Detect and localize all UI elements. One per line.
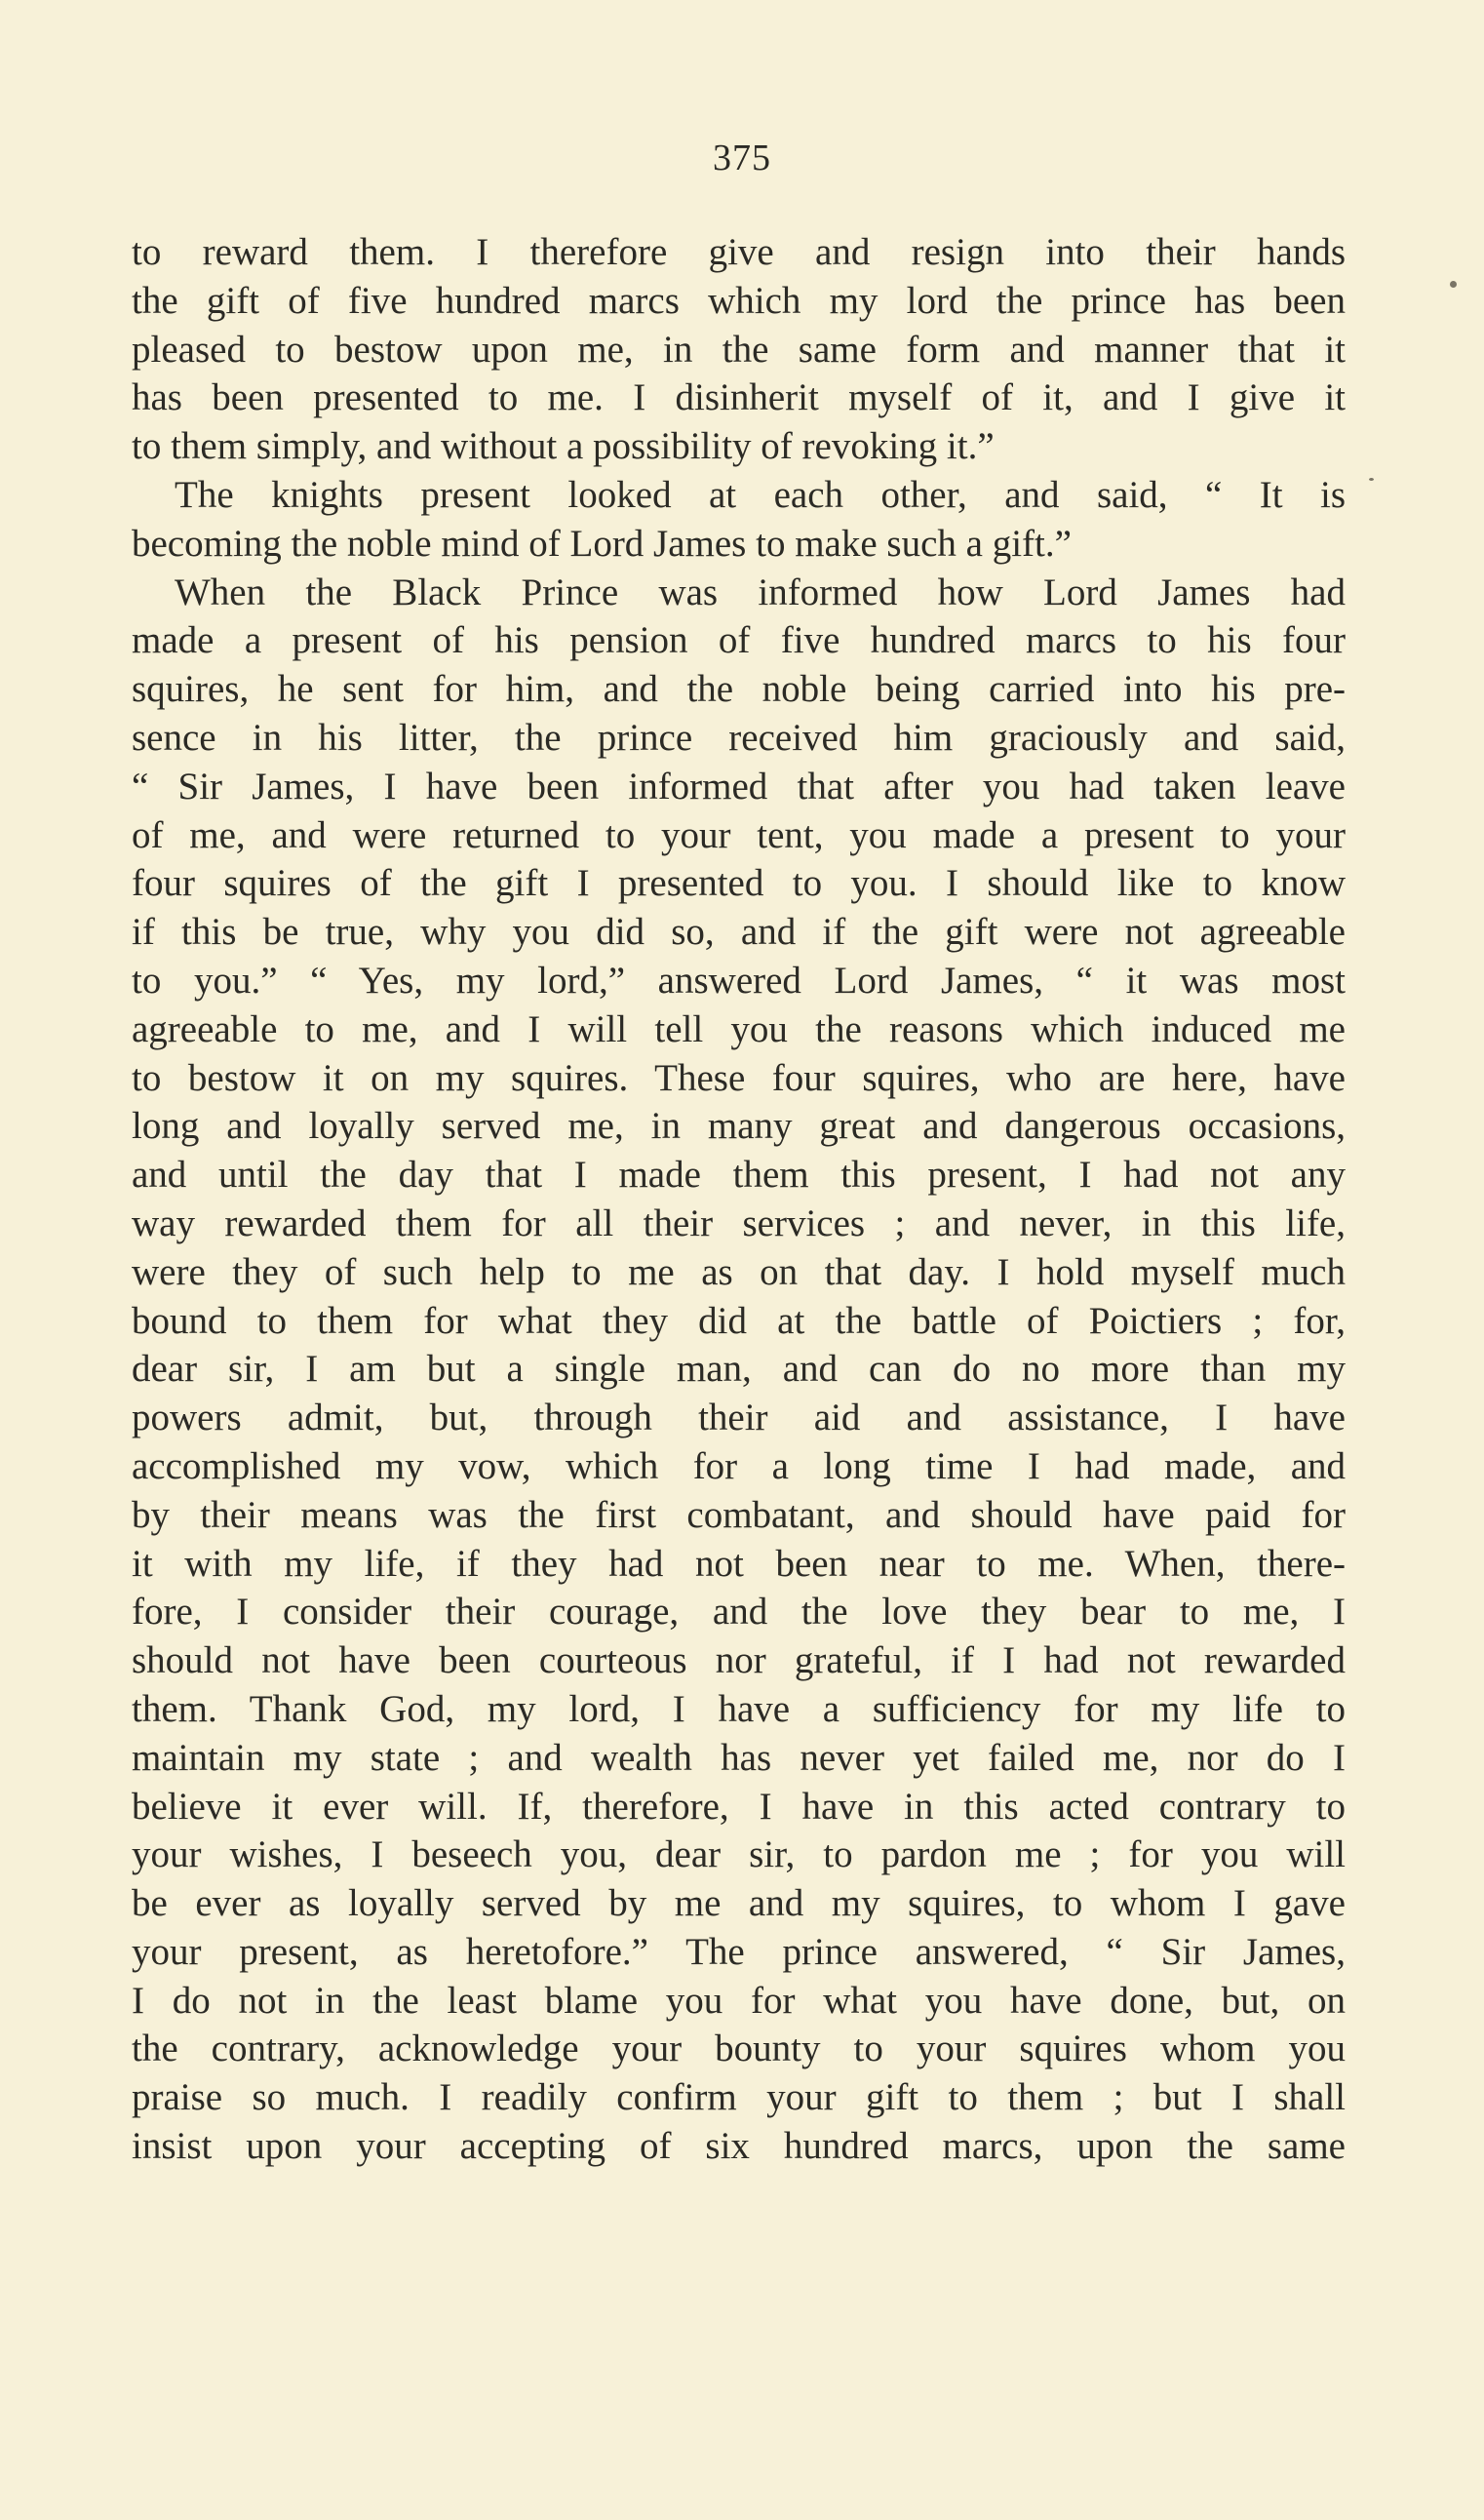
text-line: dear sir, I am but a single man, and can do no more than my [132,1348,1346,1391]
text-line: be ever as loyally served by me and my squires, to whom I gave [132,1882,1346,1925]
text-line: When the Black Prince was informed how Lord James had [175,571,1346,613]
text-line: praise so much. I readily confirm your gift to them ; but I shall [132,2076,1346,2119]
text-line: long and loyally served me, in many great and dangerous occasions, [132,1105,1346,1148]
text-line: insist upon your accepting of six hundred marcs, upon the same [132,2125,1346,2168]
text-line: the gift of five hundred marcs which my lord the prince has been [132,279,1346,322]
text-line: made a present of his pension of five hundred marcs to his four [132,619,1346,662]
text-line: should not have been courteous nor grateful, if I had not rewarded [132,1639,1346,1682]
text-line: to reward them. I therefore give and resign into their hands [132,231,1346,273]
text-line: it with my life, if they had not been near to me. When, there- [132,1542,1346,1585]
text-line: believe it ever will. If, therefore, I have in this acted contrary to [132,1785,1346,1828]
scan-speck [1450,281,1457,288]
body-text [132,228,1346,2171]
text-line: of me, and were returned to your tent, you made a present to your [132,813,1346,856]
text-line: I do not in the least blame you for what you have done, but, on [132,1979,1346,2022]
scan-speck [1369,478,1374,481]
text-line: powers admit, but, through their aid and assistance, I have [132,1397,1346,1439]
text-line: becoming the noble mind of Lord James to make such a gift.” [132,522,1072,565]
text-line: squires, he sent for him, and the noble being carried into his pre- [132,668,1346,711]
text-line: to bestow it on my squires. These four squires, who are here, have [132,1056,1346,1099]
text-line: “ Sir James, I have been informed that after you had taken leave [132,765,1346,807]
text-line: accomplished my vow, which for a long time I had made, and [132,1444,1346,1487]
text-line: fore, I consider their courage, and the love they bear to me, I [132,1591,1346,1634]
text-line: way rewarded them for all their services ; and never, in this life, [132,1201,1346,1244]
text-line: agreeable to me, and I will tell you the reasons which induced me [132,1007,1346,1050]
text-line: has been presented to me. I disinherit myself of it, and I give it [132,376,1346,419]
text-line: to them simply, and without a possibility of revoking it.” [132,425,995,468]
text-line: the contrary, acknowledge your bounty to your squires whom you [132,2028,1346,2070]
text-line: pleased to bestow upon me, in the same form and manner that it [132,328,1346,371]
text-line: were they of such help to me as on that day. I hold myself much [132,1250,1346,1293]
text-line: if this be true, why you did so, and if the gift were not agreeable [132,911,1346,954]
text-line: maintain my state ; and wealth has never yet failed me, nor do I [132,1736,1346,1779]
text-line: four squires of the gift I presented to you. I should like to know [132,862,1346,905]
text-line: The knights present looked at each other, and said, “ It is [175,473,1346,516]
page-number: 375 [713,138,771,178]
text-line: bound to them for what they did at the battle of Poictiers ; for, [132,1299,1346,1342]
text-line: to you.” “ Yes, my lord,” answered Lord James, “ it was most [132,959,1346,1002]
text-line: them. Thank God, my lord, I have a sufficiency for my life to [132,1687,1346,1730]
text-line: by their means was the first combatant, and should have paid for [132,1493,1346,1536]
text-line: your wishes, I beseech you, dear sir, to pardon me ; for you will [132,1833,1346,1876]
text-line: your present, as heretofore.” The prince answered, “ Sir James, [132,1930,1346,1973]
text-line: sence in his litter, the prince received him graciously and said, [132,716,1346,759]
text-line: and until the day that I made them this present, I had not any [132,1154,1346,1197]
